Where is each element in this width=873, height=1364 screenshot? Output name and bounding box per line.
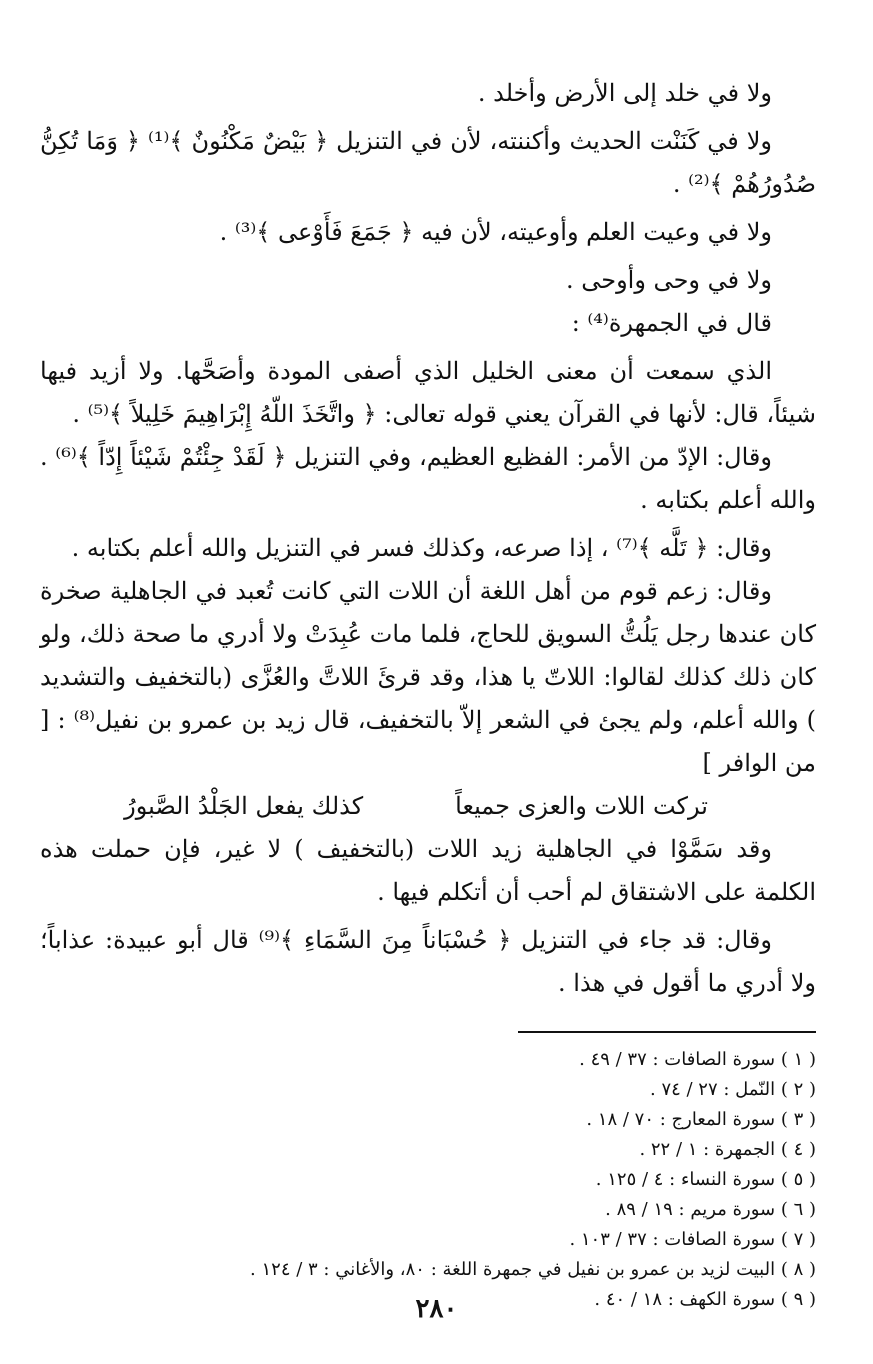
footnote-divider xyxy=(518,1031,816,1033)
paragraph-kanant: ولا في كَنَنْت الحديث وأكننته، لأن في التنزيل ﴿ بَيْضٌ مَكْنُونٌ ﴾⁽¹⁾ ﴿ وَمَا تُكِنُّ صُدُورُهُمْ ﴾⁽²⁾ . xyxy=(40,127,816,198)
footnote-item: ( ٤ ) الجمهرة : ١ / ٢٢ . xyxy=(639,1139,816,1160)
footnote-item: ( ٦ ) سورة مريم : ١٩ / ٨٩ . xyxy=(605,1199,816,1220)
footnote-item: ( ٨ ) البيت لزيد بن عمرو بن نفيل في جمهرة اللغة : ٨٠، والأغاني : ٣ / ١٢٤ . xyxy=(250,1259,816,1280)
main-text xyxy=(40,72,816,1005)
footnote-item: ( ٢ ) النّمل : ٢٧ / ٧٤ . xyxy=(649,1079,816,1100)
paragraph-jamhara-heading: قال في الجمهرة⁽⁴⁾ : xyxy=(571,309,772,337)
poetry-verse xyxy=(40,785,816,828)
verse-hemistich-second: كذلك يفعل الجَلْدُ الصَّبورُ xyxy=(124,792,364,820)
paragraph-zayd-allat: وقد سَمَّوْا في الجاهلية زيد اللات (بالتخفيف ) لا غير، فإن حملت هذه الكلمة على الاشتقاق لم أحب أن أتكلم فيها . xyxy=(40,835,816,906)
paragraph-allat: وقال: زعم قوم من أهل اللغة أن اللات التي كانت تُعبد في الجاهلية صخرة كان عندها رجل يَلُتُّ السويق للحاج، فلما مات عُبِدَتْ ولا أدري ما صحة ذلك، ولو كان ذلك كذلك لقالوا: اللاتّ يا هذا، وقد قرئَ اللاتَّ والعُزَّى (بالتخفيف والتشديد ) والله أعلم، ولم يجئ في الشعر إلاّ بالتخفيف، قال زيد بن عمرو بن نفيل⁽⁸⁾ : [ من الوافر ] xyxy=(40,577,816,777)
footnote-item: ( ٧ ) سورة الصافات : ٣٧ / ١٠٣ . xyxy=(569,1229,816,1250)
verse-hemistich-first: تركت اللات والعزى جميعاً xyxy=(455,792,708,820)
page-number: ٢٨٠ xyxy=(415,1294,458,1324)
paragraph-waayt: ولا في وعيت العلم وأوعيته، لأن فيه ﴿ جَمَعَ فَأَوْعى ﴾⁽³⁾ . xyxy=(219,218,772,246)
paragraph-khalil: الذي سمعت أن معنى الخليل الذي أصفى المودة وأصَحَّها. ولا أزيد فيها شيئاً، قال: لأنها في القرآن يعني قوله تعالى: ﴿ واتَّخَذَ اللّهُ إِبْرَاهِيمَ خَلِيلاً ﴾⁽⁵⁾ . xyxy=(40,357,816,428)
footnote-item: ( ٣ ) سورة المعارج : ٧٠ / ١٨ . xyxy=(586,1109,816,1130)
paragraph-idd: وقال: الإدّ من الأمر: الفظيع العظيم، وفي التنزيل ﴿ لَقَدْ جِئْتُمْ شَيْئاً إِدّاً ﴾⁽⁶⁾ . والله أعلم بكتابه . xyxy=(40,443,816,514)
paragraph-waha: ولا في وحى وأوحى . xyxy=(565,266,772,294)
paragraph-husban: وقال: قد جاء في التنزيل ﴿ حُسْبَاناً مِنَ السَّمَاءِ ﴾⁽⁹⁾ قال أبو عبيدة: عذاباً؛ ولا أدري ما أقول في هذا . xyxy=(40,926,816,997)
footnote-item: ( ١ ) سورة الصافات : ٣٧ / ٤٩ . xyxy=(579,1049,816,1070)
footnotes-list xyxy=(40,1045,816,1315)
page-content xyxy=(40,72,816,1315)
footnote-item: ( ٥ ) سورة النساء : ٤ / ١٢٥ . xyxy=(595,1169,816,1190)
paragraph-tallahu: وقال: ﴿ تَلَّه ﴾⁽⁷⁾ ، إذا صرعه، وكذلك فسر في التنزيل والله أعلم بكتابه . xyxy=(71,534,772,562)
footnote-item: ( ٩ ) سورة الكهف : ١٨ / ٤٠ . xyxy=(594,1289,816,1310)
paragraph-khalada: ولا في خلد إلى الأرض وأخلد . xyxy=(477,79,772,107)
